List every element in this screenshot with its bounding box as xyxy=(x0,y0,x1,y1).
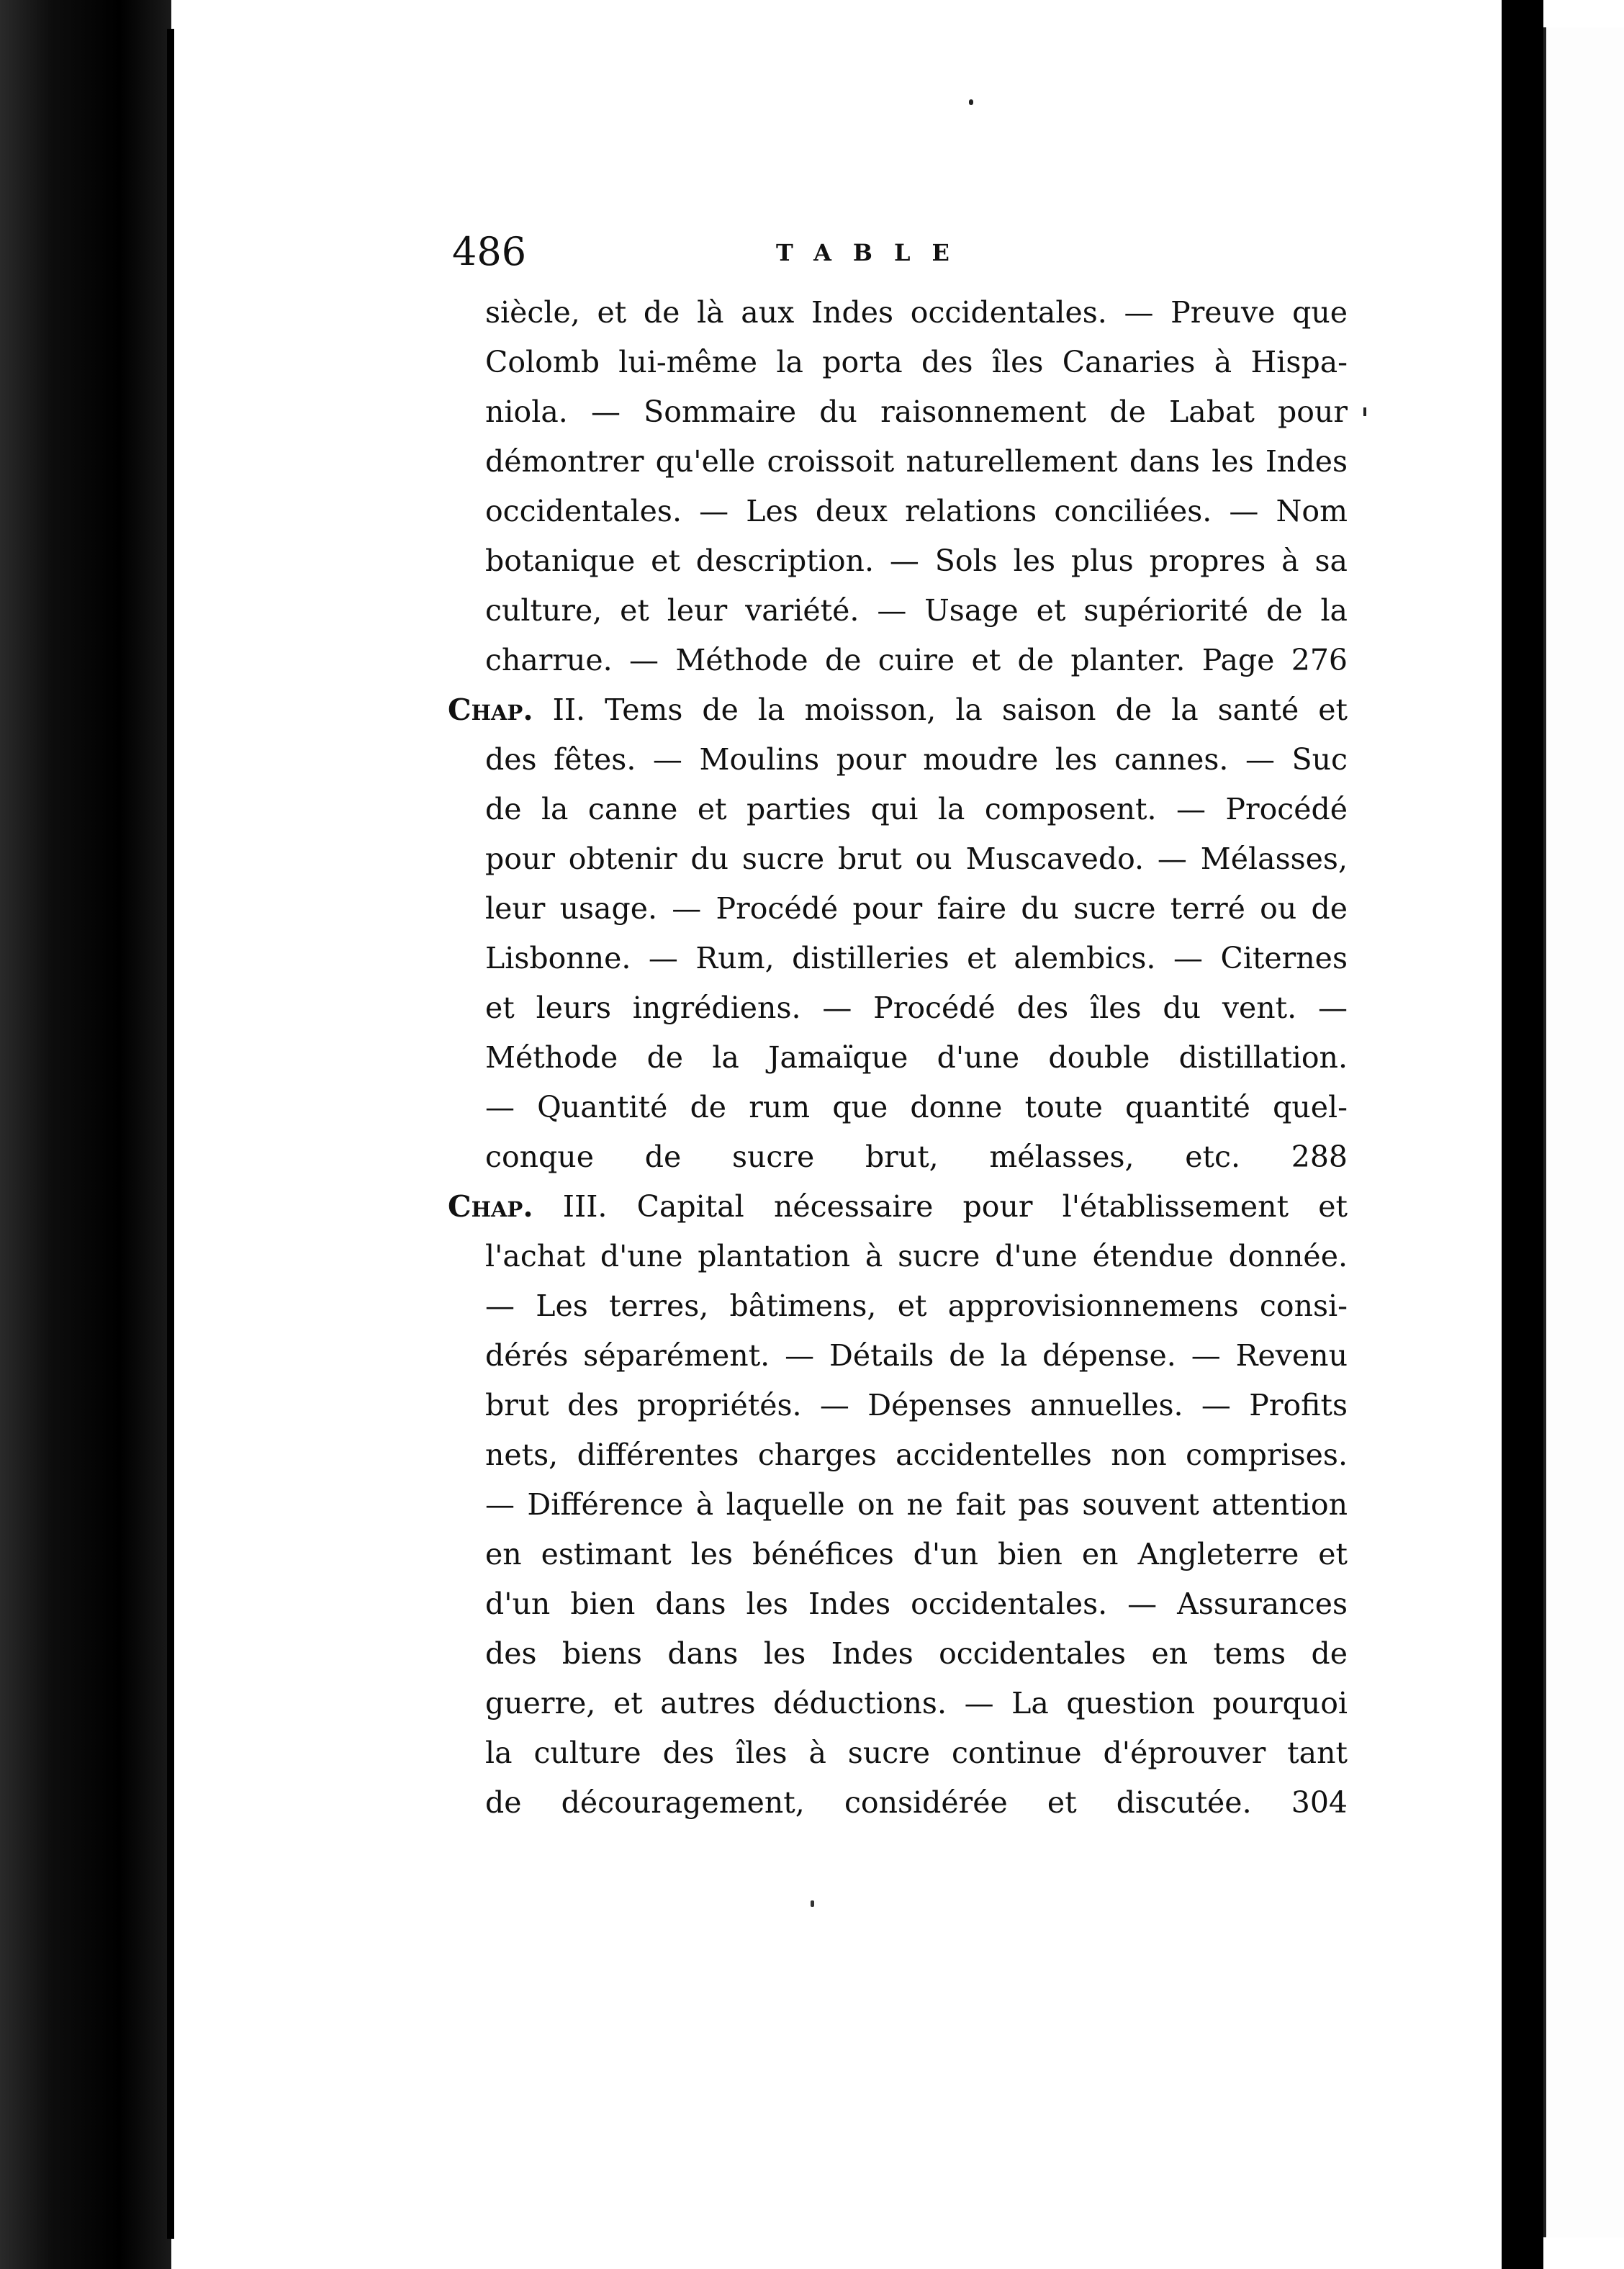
toc-line: Colomb lui-même la porta des îles Canaries à Hispa- xyxy=(485,345,1348,379)
toc-line: siècle, et de là aux Indes occidentales. — Preuve que xyxy=(485,295,1348,330)
chapter-number: II. xyxy=(552,693,586,727)
facing-page-sliver xyxy=(1543,27,1624,2237)
toc-line: pour obtenir du sucre brut ou Muscavedo. — Mélasses, xyxy=(485,842,1348,876)
chapter-heading-line xyxy=(448,1182,1348,1232)
toc-line: — Quantité de rum que donne toute quantité quel- xyxy=(485,1090,1348,1124)
page-number: 486 xyxy=(452,229,527,274)
chapter-summary-start: Capital nécessaire pour l'établissement et xyxy=(636,1189,1348,1224)
toc-line: — Les terres, bâtimens, et approvisionnemens consi- xyxy=(485,1289,1348,1323)
chapter-number: III. xyxy=(562,1189,608,1224)
toc-line: en estimant les bénéfices d'un bien en Angleterre et xyxy=(485,1537,1348,1571)
chapter-label: Chap. xyxy=(448,1189,533,1224)
toc-line: de la canne et parties qui la composent. — Procédé xyxy=(485,792,1348,826)
toc-line: la culture des îles à sucre continue d'éprouver tant xyxy=(485,1736,1348,1770)
toc-line: conque de sucre brut, mélasses, etc. 288 xyxy=(485,1140,1348,1174)
chapter-label: Chap. xyxy=(448,693,533,727)
toc-line: charrue. — Méthode de cuire et de planter. Page 276 xyxy=(485,643,1348,677)
toc-line: brut des propriétés. — Dépenses annuelles. — Profits xyxy=(485,1388,1348,1422)
page-header xyxy=(452,229,1345,287)
scan-speck xyxy=(811,1900,814,1907)
toc-line: occidentales. — Les deux relations conciliées. — Nom xyxy=(485,494,1348,528)
toc-line: Lisbonne. — Rum, distilleries et alembics. — Citernes xyxy=(485,941,1348,975)
page-gutter-edge xyxy=(167,29,174,2239)
scan-speck xyxy=(1363,407,1366,416)
running-title: TABLE xyxy=(776,239,971,266)
toc-line: des fêtes. — Moulins pour moudre les cannes. — Suc xyxy=(485,742,1348,777)
toc-line: d'un bien dans les Indes occidentales. — Assurances xyxy=(485,1587,1348,1621)
table-of-contents xyxy=(448,288,1348,1828)
toc-line: leur usage. — Procédé pour faire du sucre terré ou de xyxy=(485,891,1348,926)
book-spine xyxy=(0,0,171,2269)
toc-line: guerre, et autres déductions. — La question pourquoi xyxy=(485,1686,1348,1720)
toc-line: des biens dans les Indes occidentales en tems de xyxy=(485,1636,1348,1671)
toc-line: niola. — Sommaire du raisonnement de Labat pour xyxy=(485,394,1348,429)
toc-line: culture, et leur variété. — Usage et supériorité de la xyxy=(485,593,1348,628)
toc-line: dérés séparément. — Détails de la dépense. — Revenu xyxy=(485,1338,1348,1373)
toc-line: — Différence à laquelle on ne fait pas souvent attention xyxy=(485,1487,1348,1522)
chapter-summary-start: Tems de la moisson, la saison de la santé et xyxy=(605,693,1348,727)
chapter-heading-line xyxy=(448,685,1348,735)
toc-line: de découragement, considérée et discutée. 304 xyxy=(485,1785,1348,1820)
toc-line: et leurs ingrédiens. — Procédé des îles du vent. — xyxy=(485,991,1348,1025)
toc-line: botanique et description. — Sols les plus propres à sa xyxy=(485,543,1348,578)
right-page-edge xyxy=(1502,0,1543,2269)
toc-line: Méthode de la Jamaïque d'une double distillation. xyxy=(485,1040,1348,1075)
toc-line: l'achat d'une plantation à sucre d'une étendue donnée. xyxy=(485,1239,1348,1273)
toc-line: démontrer qu'elle croissoit naturellement dans les Indes xyxy=(485,444,1348,479)
scan-speck xyxy=(969,99,973,105)
toc-line: nets, différentes charges accidentelles non comprises. xyxy=(485,1438,1348,1472)
